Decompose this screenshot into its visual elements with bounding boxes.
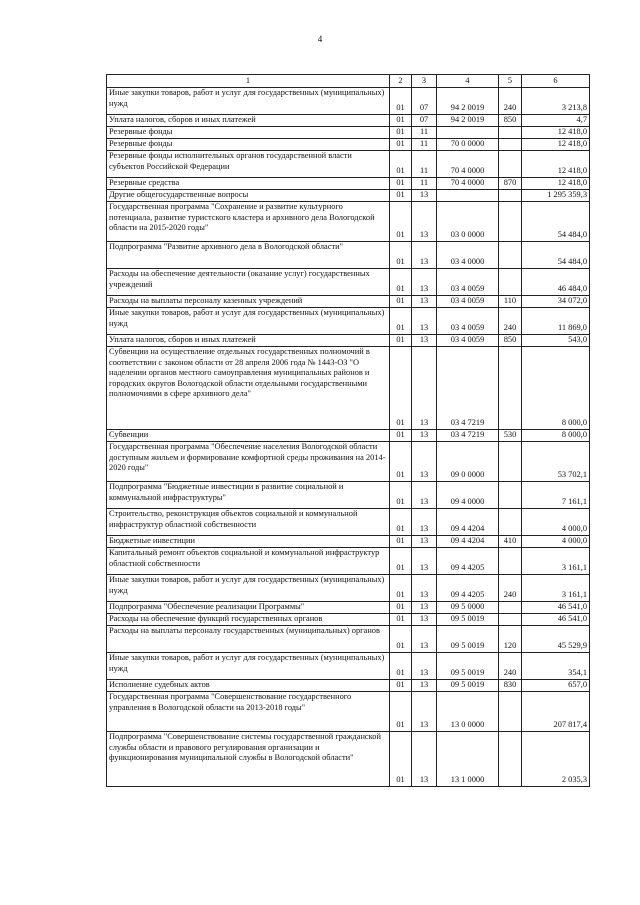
cell-sum: 46 541,0	[522, 602, 590, 614]
cell-pr: 07	[412, 115, 437, 127]
cell-rz: 01	[390, 653, 412, 680]
cell-name: Расходы на выплаты персоналу государственных (муниципальных) органов	[107, 626, 390, 653]
table-row	[107, 626, 590, 653]
cell-rz: 01	[390, 178, 412, 190]
header-cell-3: 3	[412, 75, 437, 88]
cell-name: Иные закупки товаров, работ и услуг для государственных (муниципальных) нужд	[107, 88, 390, 115]
cell-name: Резервные средства	[107, 178, 390, 190]
cell-csr: 09 4 4205	[437, 548, 499, 575]
table-row	[107, 614, 590, 626]
cell-vr	[499, 548, 522, 575]
cell-vr	[499, 732, 522, 787]
cell-name: Субвенции	[107, 430, 390, 442]
cell-csr: 09 4 0000	[437, 482, 499, 509]
cell-csr	[437, 127, 499, 139]
cell-pr: 11	[412, 139, 437, 151]
header-cell-2: 2	[390, 75, 412, 88]
cell-vr: 110	[499, 296, 522, 308]
cell-vr	[499, 482, 522, 509]
cell-rz: 01	[390, 88, 412, 115]
cell-sum: 4 000,0	[522, 509, 590, 536]
cell-csr: 03 4 0059	[437, 308, 499, 335]
cell-csr: 70 4 0000	[437, 178, 499, 190]
table-row	[107, 308, 590, 335]
table-row	[107, 430, 590, 442]
table-header	[107, 75, 590, 88]
cell-rz: 01	[390, 680, 412, 692]
cell-rz: 01	[390, 347, 412, 430]
cell-pr: 13	[412, 614, 437, 626]
cell-csr: 13 1 0000	[437, 732, 499, 787]
cell-rz: 01	[390, 127, 412, 139]
cell-sum: 657,0	[522, 680, 590, 692]
cell-rz: 01	[390, 296, 412, 308]
cell-rz: 01	[390, 242, 412, 269]
cell-pr: 13	[412, 190, 437, 202]
cell-csr: 03 4 0059	[437, 269, 499, 296]
cell-vr	[499, 202, 522, 242]
cell-name: Иные закупки товаров, работ и услуг для государственных (муниципальных) нужд	[107, 308, 390, 335]
cell-rz: 01	[390, 308, 412, 335]
cell-sum: 543,0	[522, 335, 590, 347]
cell-name: Подпрограмма "Бюджетные инвестиции в развитие социальной и коммунальной инфраструктуры"	[107, 482, 390, 509]
cell-rz: 01	[390, 442, 412, 482]
table-row	[107, 151, 590, 178]
table-row	[107, 732, 590, 787]
table-row	[107, 482, 590, 509]
header-cell-1: 1	[107, 75, 390, 88]
cell-rz: 01	[390, 536, 412, 548]
table-body	[107, 88, 590, 787]
cell-sum: 207 817,4	[522, 692, 590, 732]
budget-table	[106, 74, 590, 787]
cell-sum: 45 529,9	[522, 626, 590, 653]
table-row	[107, 139, 590, 151]
table-row	[107, 680, 590, 692]
cell-sum: 4,7	[522, 115, 590, 127]
cell-name: Иные закупки товаров, работ и услуг для государственных (муниципальных) нужд	[107, 575, 390, 602]
table-row	[107, 602, 590, 614]
cell-sum: 4 000,0	[522, 536, 590, 548]
table-row	[107, 202, 590, 242]
cell-vr: 240	[499, 575, 522, 602]
cell-sum: 12 418,0	[522, 151, 590, 178]
cell-name: Исполнение судебных актов	[107, 680, 390, 692]
cell-vr	[499, 442, 522, 482]
cell-pr: 13	[412, 269, 437, 296]
table-row	[107, 115, 590, 127]
cell-vr: 870	[499, 178, 522, 190]
cell-sum: 2 035,3	[522, 732, 590, 787]
cell-pr: 11	[412, 178, 437, 190]
cell-csr: 03 4 7219	[437, 430, 499, 442]
cell-vr	[499, 347, 522, 430]
cell-rz: 01	[390, 430, 412, 442]
cell-rz: 01	[390, 732, 412, 787]
header-cell-5: 5	[499, 75, 522, 88]
cell-csr: 09 5 0019	[437, 614, 499, 626]
cell-csr: 09 5 0000	[437, 602, 499, 614]
cell-name: Подпрограмма "Совершенствование системы государственной гражданской службы области и правового регулирования организации и функционирования муниципальной службы в Вологодской области"	[107, 732, 390, 787]
page-number: 4	[317, 34, 323, 44]
cell-sum: 46 484,0	[522, 269, 590, 296]
table-row	[107, 335, 590, 347]
cell-rz: 01	[390, 509, 412, 536]
cell-pr: 13	[412, 536, 437, 548]
cell-csr: 94 2 0019	[437, 88, 499, 115]
cell-name: Резервные фонды	[107, 139, 390, 151]
cell-vr: 530	[499, 430, 522, 442]
cell-vr: 240	[499, 653, 522, 680]
table-row	[107, 127, 590, 139]
cell-sum: 354,1	[522, 653, 590, 680]
cell-sum: 8 000,0	[522, 430, 590, 442]
cell-pr: 13	[412, 442, 437, 482]
cell-csr: 09 0 0000	[437, 442, 499, 482]
cell-vr	[499, 127, 522, 139]
cell-rz: 01	[390, 115, 412, 127]
cell-vr: 850	[499, 335, 522, 347]
cell-csr	[437, 190, 499, 202]
table-row	[107, 548, 590, 575]
table-row	[107, 242, 590, 269]
cell-pr: 13	[412, 548, 437, 575]
table-row	[107, 347, 590, 430]
cell-sum: 3 161,1	[522, 575, 590, 602]
header-cell-6: 6	[522, 75, 590, 88]
cell-name: Резервные фонды исполнительных органов государственной власти субъектов Российской Федерации	[107, 151, 390, 178]
cell-vr: 850	[499, 115, 522, 127]
cell-csr: 03 4 0059	[437, 335, 499, 347]
cell-sum: 46 541,0	[522, 614, 590, 626]
cell-csr: 03 0 0000	[437, 202, 499, 242]
cell-sum: 12 418,0	[522, 127, 590, 139]
cell-pr: 13	[412, 732, 437, 787]
cell-pr: 13	[412, 482, 437, 509]
cell-rz: 01	[390, 202, 412, 242]
table-row	[107, 178, 590, 190]
cell-csr: 70 0 0000	[437, 139, 499, 151]
cell-name: Государственная программа "Совершенствование государственного управления в Вологодской области на 2013-2018 годы"	[107, 692, 390, 732]
table-row	[107, 653, 590, 680]
cell-sum: 3 161,1	[522, 548, 590, 575]
cell-csr: 09 5 0019	[437, 653, 499, 680]
cell-vr	[499, 692, 522, 732]
cell-pr: 13	[412, 626, 437, 653]
table-row	[107, 575, 590, 602]
cell-sum: 54 484,0	[522, 202, 590, 242]
cell-rz: 01	[390, 614, 412, 626]
cell-pr: 07	[412, 88, 437, 115]
cell-sum: 11 869,0	[522, 308, 590, 335]
cell-pr: 13	[412, 308, 437, 335]
cell-vr	[499, 509, 522, 536]
cell-pr: 13	[412, 296, 437, 308]
cell-sum: 3 213,8	[522, 88, 590, 115]
cell-pr: 13	[412, 509, 437, 536]
table-row	[107, 536, 590, 548]
cell-rz: 01	[390, 335, 412, 347]
cell-pr: 13	[412, 202, 437, 242]
cell-vr	[499, 242, 522, 269]
table-row	[107, 88, 590, 115]
cell-vr	[499, 602, 522, 614]
cell-name: Капитальный ремонт объектов социальной и коммунальной инфраструктур областной собственности	[107, 548, 390, 575]
cell-csr: 13 0 0000	[437, 692, 499, 732]
cell-name: Строительство, реконструкция объектов социальной и коммунальной инфраструктур областной собственности	[107, 509, 390, 536]
cell-csr: 09 4 4205	[437, 575, 499, 602]
cell-name: Бюджетные инвестиции	[107, 536, 390, 548]
cell-csr: 94 2 0019	[437, 115, 499, 127]
cell-rz: 01	[390, 548, 412, 575]
cell-csr: 09 4 4204	[437, 536, 499, 548]
cell-csr: 09 5 0019	[437, 680, 499, 692]
cell-csr: 03 4 0059	[437, 296, 499, 308]
cell-vr: 410	[499, 536, 522, 548]
cell-name: Другие общегосударственные вопросы	[107, 190, 390, 202]
cell-name: Резервные фонды	[107, 127, 390, 139]
cell-csr: 70 4 0000	[437, 151, 499, 178]
cell-vr	[499, 269, 522, 296]
cell-pr: 13	[412, 347, 437, 430]
cell-vr	[499, 614, 522, 626]
cell-rz: 01	[390, 626, 412, 653]
cell-pr: 13	[412, 242, 437, 269]
cell-csr: 09 5 0019	[437, 626, 499, 653]
cell-rz: 01	[390, 602, 412, 614]
cell-rz: 01	[390, 482, 412, 509]
table-row	[107, 692, 590, 732]
cell-name: Государственная программа "Обеспечение населения Вологодской области доступным жильем и формирование комфортной среды проживания на 2014-2020 годы"	[107, 442, 390, 482]
cell-sum: 1 295 359,3	[522, 190, 590, 202]
cell-csr: 03 4 7219	[437, 347, 499, 430]
cell-name: Уплата налогов, сборов и иных платежей	[107, 335, 390, 347]
cell-rz: 01	[390, 692, 412, 732]
cell-pr: 13	[412, 430, 437, 442]
cell-vr: 240	[499, 308, 522, 335]
table-row	[107, 269, 590, 296]
cell-name: Расходы на обеспечение деятельности (оказание услуг) государственных учреждений	[107, 269, 390, 296]
cell-vr	[499, 139, 522, 151]
cell-name: Расходы на обеспечение функций государственных органов	[107, 614, 390, 626]
cell-pr: 13	[412, 680, 437, 692]
cell-rz: 01	[390, 269, 412, 296]
cell-rz: 01	[390, 151, 412, 178]
cell-name: Подпрограмма "Развитие архивного дела в Вологодской области"	[107, 242, 390, 269]
cell-vr	[499, 151, 522, 178]
cell-vr: 240	[499, 88, 522, 115]
cell-name: Государственная программа "Сохранение и развитие культурного потенциала, развитие туристского кластера и архивного дела Вологодской области на 2015-2020 годы"	[107, 202, 390, 242]
cell-name: Подпрограмма "Обеспечение реализации Программы"	[107, 602, 390, 614]
cell-sum: 7 161,1	[522, 482, 590, 509]
cell-pr: 13	[412, 575, 437, 602]
cell-rz: 01	[390, 190, 412, 202]
cell-pr: 11	[412, 127, 437, 139]
cell-sum: 12 418,0	[522, 139, 590, 151]
cell-sum: 34 072,0	[522, 296, 590, 308]
table-row	[107, 296, 590, 308]
cell-pr: 13	[412, 602, 437, 614]
table-row	[107, 442, 590, 482]
cell-name: Иные закупки товаров, работ и услуг для государственных (муниципальных) нужд	[107, 653, 390, 680]
cell-vr	[499, 190, 522, 202]
table-row	[107, 509, 590, 536]
cell-vr: 830	[499, 680, 522, 692]
cell-pr: 13	[412, 653, 437, 680]
header-cell-4: 4	[437, 75, 499, 88]
cell-sum: 54 484,0	[522, 242, 590, 269]
cell-name: Уплата налогов, сборов и иных платежей	[107, 115, 390, 127]
cell-sum: 12 418,0	[522, 178, 590, 190]
cell-rz: 01	[390, 575, 412, 602]
cell-csr: 09 4 4204	[437, 509, 499, 536]
cell-pr: 13	[412, 692, 437, 732]
cell-pr: 13	[412, 335, 437, 347]
cell-rz: 01	[390, 139, 412, 151]
cell-vr: 120	[499, 626, 522, 653]
cell-sum: 8 000,0	[522, 347, 590, 430]
cell-name: Расходы на выплаты персоналу казенных учреждений	[107, 296, 390, 308]
cell-name: Субвенции на осуществление отдельных государственных полномочий в соответствии с законом области от 28 апреля 2006 года № 1443-ОЗ "О наделении органов местного самоуправления муниципальных районов и городских округов Вологодской области отдельными государственными полномочиями в сфере архивного дела"	[107, 347, 390, 430]
table-row	[107, 190, 590, 202]
cell-pr: 11	[412, 151, 437, 178]
cell-sum: 53 702,1	[522, 442, 590, 482]
cell-csr: 03 4 0000	[437, 242, 499, 269]
